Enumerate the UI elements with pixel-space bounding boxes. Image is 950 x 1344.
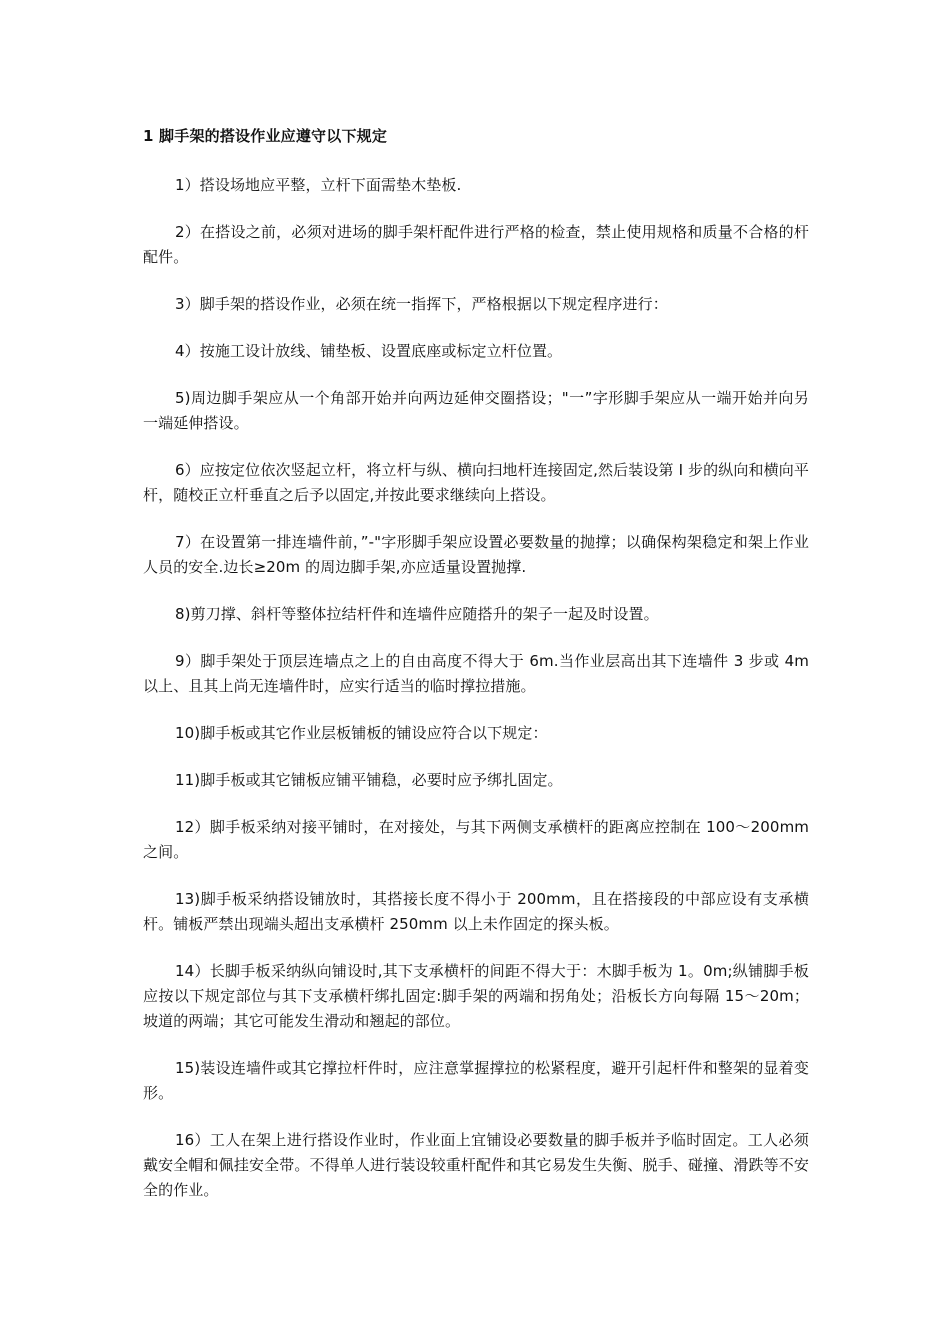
paragraph-5: 5)周边脚手架应从一个角部开始并向两边延伸交圈搭设；"一”字形脚手架应从一端开始并向另一端延伸搭设。: [143, 389, 809, 432]
paragraph-16: 16）工人在架上进行搭设作业时，作业面上宜铺设必要数量的脚手板并予临时固定。工人必须戴安全帽和佩挂安全带。不得单人进行装设较重杆配件和其它易发生失衡、脱手、碰撞、滑跌等不安全的作业。: [143, 1131, 809, 1199]
document-body: [143, 125, 809, 1225]
paragraph-13: 13)脚手板采纳搭设铺放时，其搭接长度不得小于 200mm，且在搭接段的中部应设有支承横杆。铺板严禁出现端头超出支承横杆 250mm 以上未作固定的探头板。: [143, 890, 809, 933]
paragraph-10: 10)脚手板或其它作业层板铺板的铺设应符合以下规定：: [175, 724, 548, 742]
paragraph-7: 7）在设置第一排连墙件前，”-"字形脚手架应设置必要数量的抛撑；以确保构架稳定和架上作业人员的安全.边长≥20m 的周边脚手架,亦应适量设置抛撑.: [143, 533, 809, 576]
paragraph-4: 4）按施工设计放线、铺垫板、设置底座或标定立杆位置。: [175, 342, 563, 360]
section-title: 1 脚手架的搭设作业应遵守以下规定: [143, 127, 388, 145]
paragraph-6: 6）应按定位依次竖起立杆，将立杆与纵、横向扫地杆连接固定,然后装设第 I 步的纵向和横向平杆，随校正立杆垂直之后予以固定,并按此要求继续向上搭设。: [143, 461, 809, 504]
paragraph-14: 14）长脚手板采纳纵向铺设时,其下支承横杆的间距不得大于：木脚手板为 1。0m;纵铺脚手板应按以下规定部位与其下支承横杆绑扎固定:脚手架的两端和拐角处；沿板长方向每隔 15～20m；坡道的两端；其它可能发生滑动和翘起的部位。: [143, 962, 809, 1030]
paragraph-2: 2）在搭设之前，必须对进场的脚手架杆配件进行严格的检查，禁止使用规格和质量不合格的杆配件。: [143, 223, 809, 266]
paragraph-9: 9）脚手架处于顶层连墙点之上的自由高度不得大于 6m.当作业层高出其下连墙件 3 步或 4m 以上、且其上尚无连墙件时，应实行适当的临时撑拉措施。: [143, 652, 809, 695]
paragraph-12: 12）脚手板采纳对接平铺时，在对接处，与其下两侧支承横杆的距离应控制在 100～200mm 之间。: [143, 818, 809, 861]
paragraph-3: 3）脚手架的搭设作业，必须在统一指挥下，严格根据以下规定程序进行：: [175, 295, 668, 313]
paragraph-1: 1）搭设场地应平整，立杆下面需垫木垫板.: [175, 176, 462, 194]
paragraph-11: 11)脚手板或其它铺板应铺平铺稳，必要时应予绑扎固定。: [175, 771, 563, 789]
paragraph-15: 15)装设连墙件或其它撑拉杆件时，应注意掌握撑拉的松紧程度，避开引起杆件和整架的显着变形。: [143, 1059, 809, 1102]
paragraph-8: 8)剪刀撑、斜杆等整体拉结杆件和连墙件应随搭升的架子一起及时设置。: [175, 605, 659, 623]
